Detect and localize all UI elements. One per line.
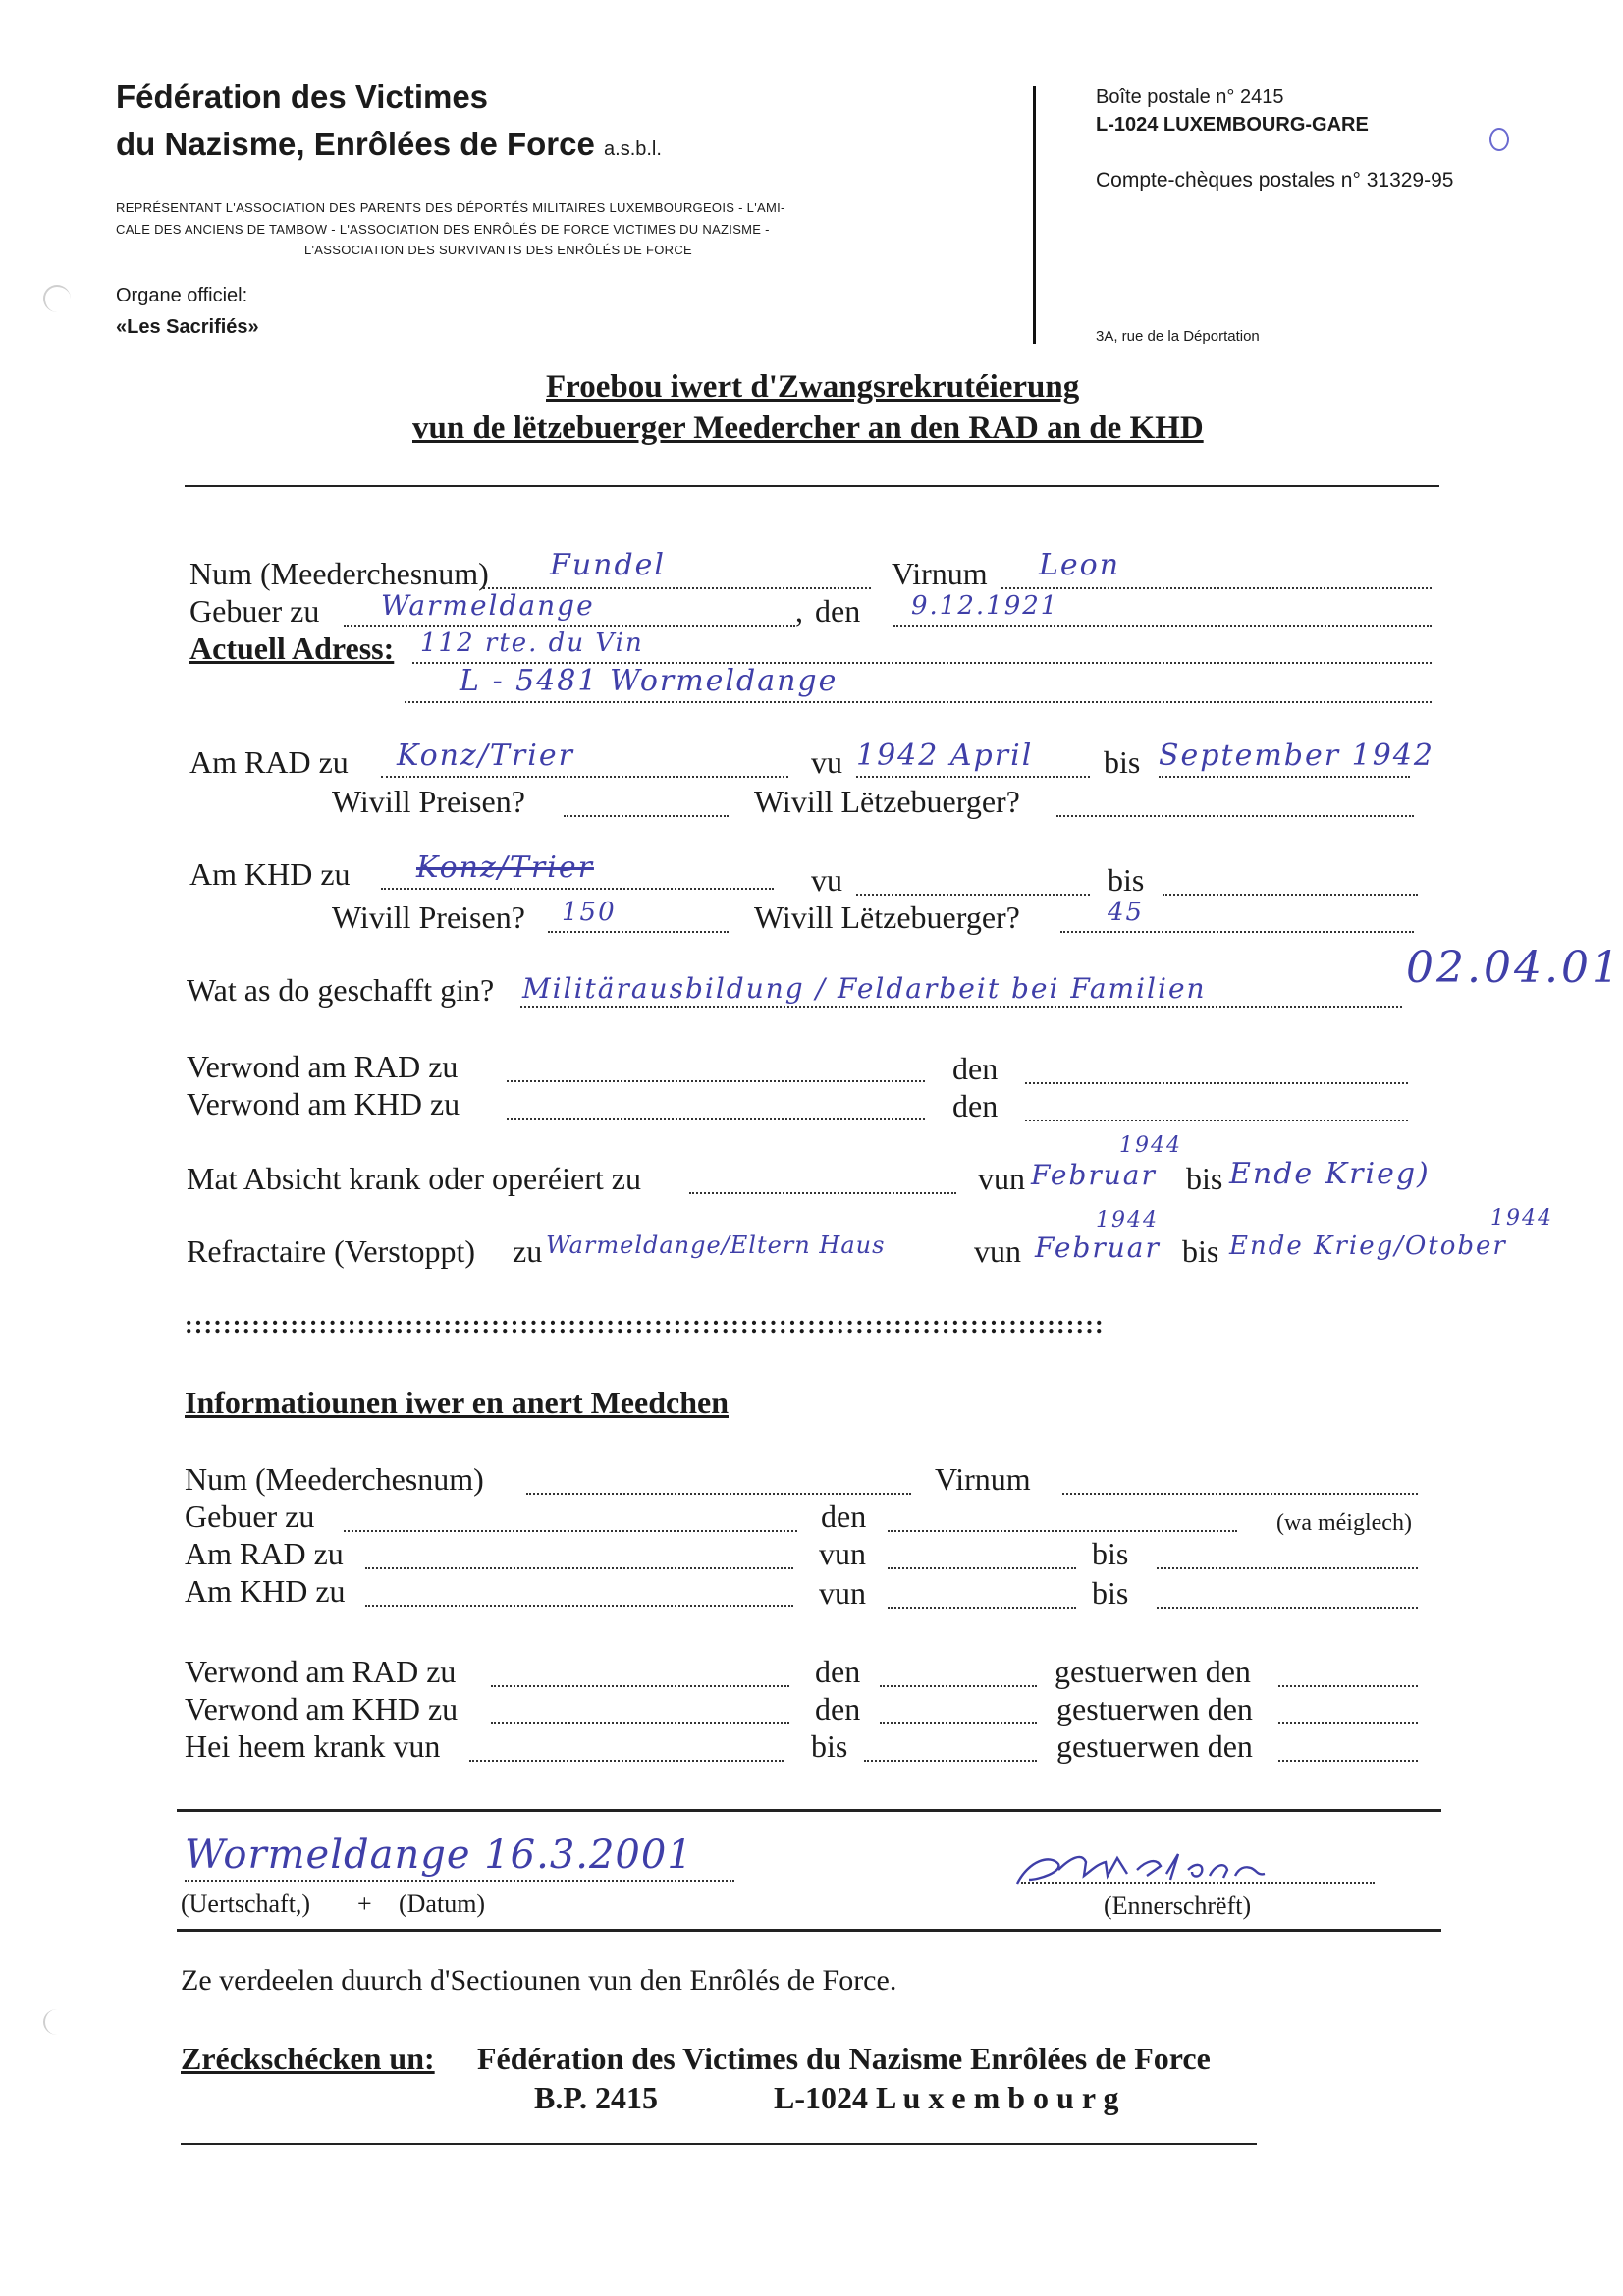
den-label: den: [815, 593, 861, 629]
form-title-line1: Froebou iwert d'Zwangsrekrutéierung: [546, 369, 1080, 405]
s2-verwond-rad-dots: [491, 1685, 789, 1687]
verwond-khd-dots: [507, 1118, 925, 1120]
adress-value1[interactable]: 112 rte. du Vin: [420, 629, 644, 658]
s2-verwond-khd-den: den: [815, 1691, 861, 1726]
boite-postale: Boîte postale n° 2415: [1096, 86, 1284, 108]
verwond-rad-dots: [507, 1080, 925, 1082]
s2-rad-vun-dots: [888, 1567, 1076, 1569]
s2-rad-label: Am RAD zu: [185, 1536, 344, 1571]
mat-dots: [689, 1192, 956, 1194]
place-date-dots: [185, 1880, 734, 1882]
wat-label: Wat as do geschafft gin?: [187, 972, 495, 1008]
khd-value[interactable]: Konz/Trier: [416, 850, 594, 885]
verwond-khd-den-dots: [1025, 1120, 1408, 1121]
section2-heading: Informatiounen iwer en anert Meedchen: [185, 1385, 729, 1420]
adress-dots2: [405, 701, 1432, 703]
mat-vun-label: vun: [978, 1161, 1025, 1196]
gebuer-value[interactable]: Warmeldange: [381, 589, 595, 622]
s2-krank-bis: bis: [811, 1728, 848, 1764]
refr-zu-label: zu: [513, 1233, 543, 1269]
organe-label: Organe officiel:: [116, 285, 248, 306]
gebuer-comma: ,: [795, 593, 803, 629]
title-rule: [185, 485, 1439, 487]
s2-khd-vun-dots: [888, 1607, 1076, 1609]
s2-gebuer-label: Gebuer zu: [185, 1499, 315, 1534]
rad-dots: [381, 776, 788, 778]
num-label: Num (Meederchesnum): [189, 556, 489, 591]
signature-scribble: [1000, 1840, 1294, 1899]
khd-label: Am KHD zu: [189, 856, 351, 892]
khd-vu-dots: [856, 894, 1090, 896]
s2-virnum-label: Virnum: [935, 1461, 1031, 1497]
s2-krank-dots: [469, 1760, 784, 1762]
s2-krank-gestuerwen: gestuerwen den: [1056, 1728, 1253, 1764]
org-name-line1: Fédération des Victimes: [116, 79, 489, 115]
s2-num-label: Num (Meederchesnum): [185, 1461, 484, 1497]
refr-vun-label: vun: [974, 1233, 1021, 1269]
verwond-khd-den-label: den: [952, 1088, 999, 1123]
s2-khd-bis-label: bis: [1092, 1575, 1129, 1611]
return-org: Fédération des Victimes du Nazisme Enrôlées de Force: [477, 2041, 1211, 2076]
mat-vun-value[interactable]: Februar: [1031, 1159, 1157, 1191]
num-value[interactable]: Fundel: [550, 548, 667, 582]
virnum-dots: [1001, 587, 1432, 589]
rad-vu-value[interactable]: 1942 April: [856, 738, 1034, 773]
verwond-rad-label: Verwond am RAD zu: [187, 1049, 459, 1084]
wat-dots: [520, 1006, 1402, 1008]
colon-separator: ::::::::::::::::::::::::::::::::::::::::::::::::::::::::::::::::::::::::::::::::::::::::::::::::: [185, 1310, 1105, 1339]
punch-hole-bottom: [43, 2009, 71, 2035]
org-name-line2: [116, 126, 662, 163]
rad-letz-label: Wivill Lëtzebuerger?: [754, 784, 1020, 819]
s2-verwond-khd-den-dots: [880, 1722, 1037, 1724]
return-label: Zréckschécken un:: [181, 2041, 435, 2076]
asbl-label: a.s.b.l.: [604, 138, 662, 160]
organe-name: «Les Sacrifiés»: [116, 316, 259, 338]
mat-bis-label: bis: [1186, 1161, 1223, 1196]
ccp-number: Compte-chèques postales n° 31329-95: [1096, 169, 1454, 191]
virnum-label: Virnum: [892, 556, 988, 591]
khd-bis-dots: [1163, 894, 1418, 896]
khd-dots: [381, 888, 774, 890]
s2-rad-bis-label: bis: [1092, 1536, 1129, 1571]
rad-bis-label: bis: [1104, 744, 1141, 780]
verwond-rad-den-label: den: [952, 1051, 999, 1086]
s2-verwond-khd-gestuerwen-dots: [1278, 1722, 1418, 1724]
s2-rad-vun-label: vun: [819, 1536, 866, 1571]
signature-label: (Ennerschrëft): [1104, 1891, 1252, 1920]
khd-preisen-label: Wivill Preisen?: [332, 900, 525, 935]
refr-bis-label: bis: [1182, 1233, 1219, 1269]
gebuer-dots: [344, 625, 795, 627]
s2-krank-bis-dots: [864, 1760, 1037, 1762]
signature-dots: [1021, 1882, 1375, 1884]
verwond-rad-den-dots: [1025, 1082, 1408, 1084]
refr-label: Refractaire (Verstoppt): [187, 1233, 476, 1269]
refr-zu-value[interactable]: Warmeldange/Eltern Haus: [546, 1231, 886, 1259]
s2-den-dots: [888, 1530, 1237, 1532]
verwond-khd-label: Verwond am KHD zu: [187, 1086, 460, 1121]
stamp-circle-icon: [1489, 128, 1509, 151]
khd-preisen-value[interactable]: 150: [562, 898, 617, 927]
s2-khd-vun-label: vun: [819, 1575, 866, 1611]
return-bp: B.P. 2415: [534, 2080, 658, 2115]
s2-verwond-khd-gestuerwen: gestuerwen den: [1056, 1691, 1253, 1726]
street-address: 3A, rue de la Déportation: [1096, 328, 1260, 345]
refr-vun-year[interactable]: 1944: [1096, 1208, 1159, 1232]
s2-verwond-rad-den-dots: [880, 1685, 1037, 1687]
s2-verwond-rad-gestuerwen: gestuerwen den: [1055, 1654, 1251, 1689]
s2-verwond-rad-label: Verwond am RAD zu: [185, 1654, 457, 1689]
return-lux: L-1024 L u x e m b o u r g: [774, 2080, 1119, 2115]
rad-bis-value[interactable]: September 1942: [1159, 738, 1434, 773]
rad-bis-dots: [1159, 776, 1410, 778]
represent-line3: L'ASSOCIATION DES SURVIVANTS DES ENRÔLÉS DE FORCE: [304, 243, 692, 257]
refr-vun-value[interactable]: Februar: [1035, 1231, 1161, 1264]
plus-sign: +: [357, 1889, 372, 1918]
punch-hole-top: [43, 285, 71, 312]
mat-label: Mat Absicht krank oder operéiert zu: [187, 1161, 641, 1196]
represent-line2: CALE DES ANCIENS DE TAMBOW - L'ASSOCIATION DES ENRÔLÉS DE FORCE VICTIMES DU NAZISME -: [116, 222, 770, 237]
lux-gare: L-1024 LUXEMBOURG-GARE: [1096, 114, 1369, 136]
rad-letz-dots: [1056, 815, 1414, 817]
mat-vun-year[interactable]: 1944: [1119, 1133, 1182, 1158]
mat-bis-value[interactable]: Ende Krieg): [1229, 1157, 1431, 1191]
rad-vu-label: vu: [811, 744, 842, 780]
rad-preisen-dots: [564, 815, 729, 817]
s2-krank-gestuerwen-dots: [1278, 1760, 1418, 1762]
signature-rule: [177, 1929, 1441, 1932]
den-dots: [893, 625, 1432, 627]
gebuer-label: Gebuer zu: [189, 593, 320, 629]
s2-verwond-khd-dots: [491, 1722, 789, 1724]
rad-vu-dots: [856, 776, 1090, 778]
s2-verwond-rad-gestuerwen-dots: [1278, 1685, 1418, 1687]
wa-meiglech: (wa méiglech): [1276, 1510, 1412, 1536]
distribute-text: Ze verdeelen duurch d'Sectiounen vun den Enrôlés de Force.: [181, 1964, 897, 1996]
virnum-value[interactable]: Leon: [1039, 548, 1121, 582]
s2-khd-bis-dots: [1157, 1607, 1418, 1609]
place-label: (Uertschaft,): [181, 1889, 311, 1918]
khd-vu-label: vu: [811, 862, 842, 898]
s2-verwond-khd-label: Verwond am KHD zu: [185, 1691, 459, 1726]
rad-label: Am RAD zu: [189, 744, 349, 780]
org-name-line2-text: du Nazisme, Enrôlées de Force: [116, 126, 595, 162]
s2-krank-label: Hei heem krank vun: [185, 1728, 441, 1764]
s2-khd-dots: [365, 1605, 793, 1607]
s2-gebuer-dots: [344, 1530, 797, 1532]
section2-rule: [177, 1809, 1441, 1812]
refr-bis-value[interactable]: Ende Krieg/Otober: [1229, 1231, 1507, 1261]
header-divider: [1033, 86, 1036, 344]
form-title-line2: vun de lëtzebuerger Meedercher an den RAD an de KHD: [412, 410, 1204, 446]
adress-value2[interactable]: L - 5481 Wormeldange: [460, 664, 839, 698]
s2-khd-label: Am KHD zu: [185, 1573, 346, 1609]
adress-label: Actuell Adress:: [189, 630, 395, 666]
date-label: (Datum): [399, 1889, 486, 1918]
khd-bis-label: bis: [1108, 862, 1145, 898]
khd-preisen-dots: [548, 931, 729, 933]
s2-rad-dots: [365, 1567, 793, 1569]
s2-den-label: den: [821, 1499, 867, 1534]
place-date-value[interactable]: Wormeldange 16.3.2001: [185, 1832, 693, 1878]
s2-virnum-dots: [1062, 1493, 1418, 1495]
den-value[interactable]: 9.12.1921: [911, 591, 1059, 621]
footer-rule: [181, 2143, 1257, 2145]
khd-letz-dots: [1060, 931, 1414, 933]
wat-value[interactable]: Militärausbildung / Feldarbeit bei Familien: [522, 972, 1207, 1005]
rad-preisen-label: Wivill Preisen?: [332, 784, 525, 819]
s2-rad-bis-dots: [1157, 1567, 1418, 1569]
side-note: 02.04.01: [1406, 943, 1622, 993]
s2-verwond-rad-den: den: [815, 1654, 861, 1689]
s2-num-dots: [526, 1493, 911, 1495]
represent-line1: REPRÉSENTANT L'ASSOCIATION DES PARENTS DES DÉPORTÉS MILITAIRES LUXEMBOURGEOIS - L'AMI-: [116, 200, 785, 215]
khd-letz-value[interactable]: 45: [1108, 898, 1145, 927]
refr-bis-year[interactable]: 1944: [1490, 1206, 1553, 1230]
khd-letz-label: Wivill Lëtzebuerger?: [754, 900, 1020, 935]
rad-value[interactable]: Konz/Trier: [397, 738, 574, 773]
